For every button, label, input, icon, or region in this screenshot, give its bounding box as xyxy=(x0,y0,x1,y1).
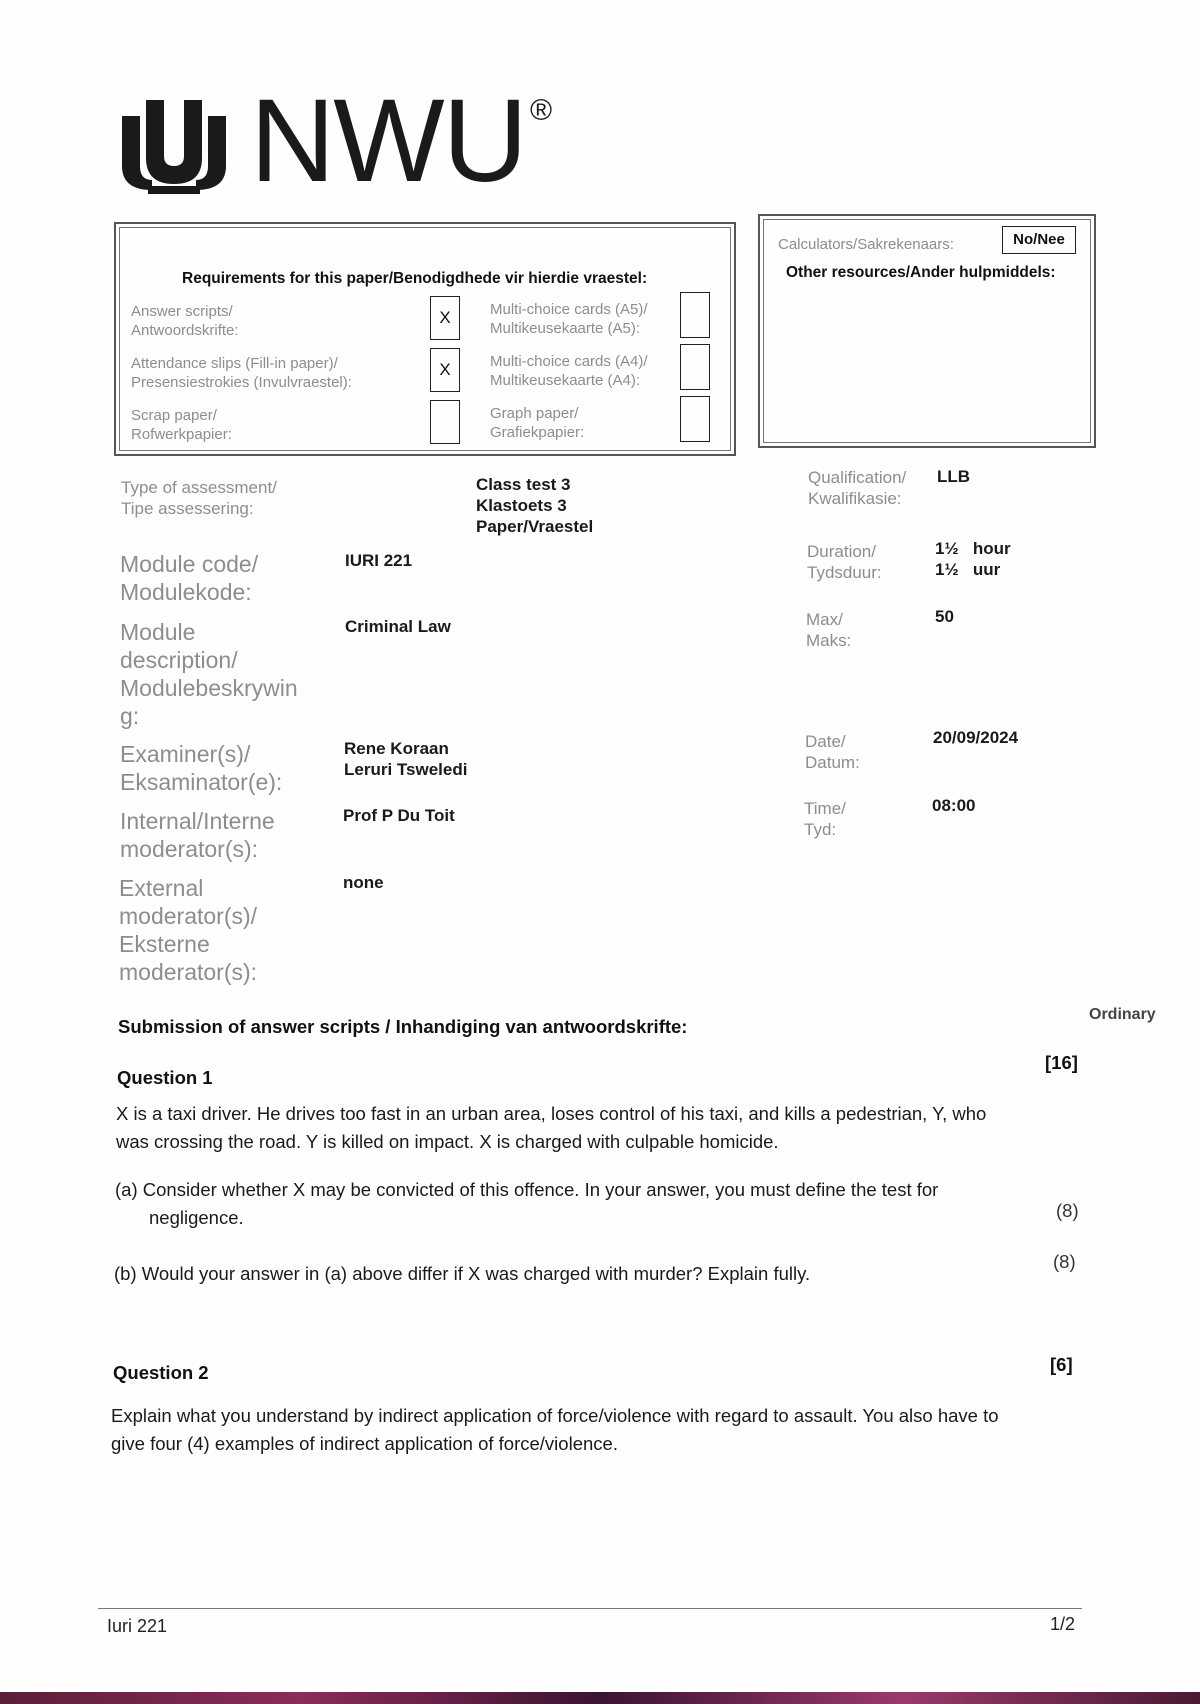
footer-divider xyxy=(98,1608,1082,1609)
footer-module-code: Iuri 221 xyxy=(107,1616,168,1636)
req-scrap-paper-checkbox xyxy=(430,400,460,444)
external-moderator-label: External moderator(s)/ Eksterne moderator(s): xyxy=(119,875,258,985)
examiner-value: Rene Koraan Leruri Tsweledi xyxy=(344,739,468,779)
qualification-value: LLB xyxy=(937,467,971,486)
calculators-value: No/Nee xyxy=(1002,226,1076,254)
question-1-title: Question 1 xyxy=(117,1067,213,1088)
module-code-label: Module code/ Modulekode: xyxy=(120,551,259,605)
qualification-label: Qualification/ Kwalifikasie: xyxy=(808,468,907,508)
req-scrap-paper-label: Scrap paper/ Rofwerkpapier: xyxy=(131,407,232,443)
internal-moderator-value: Prof P Du Toit xyxy=(343,806,455,825)
submission-value: Ordinary xyxy=(1089,1006,1156,1023)
time-label: Time/ Tyd: xyxy=(804,799,846,839)
duration-value: 1½ hour 1½ uur xyxy=(935,539,1011,579)
req-mc-a4-label: Multi-choice cards (A4)/ Multikeusekaarte (A4): xyxy=(490,353,648,389)
question-1-marks: [16] xyxy=(1045,1052,1078,1073)
registered-mark: ® xyxy=(530,94,553,127)
footer-page-number: 1/2 xyxy=(1050,1614,1076,1634)
other-resources-label: Other resources/Ander hulpmiddels: xyxy=(786,264,1056,281)
external-moderator-value: none xyxy=(343,873,384,892)
photo-background-edge xyxy=(0,1692,1200,1704)
submission-label: Submission of answer scripts / Inhandiging van antwoordskrifte: xyxy=(118,1016,688,1037)
req-mc-a5-label: Multi-choice cards (A5)/ Multikeusekaarte (A5): xyxy=(490,301,648,337)
module-description-value: Criminal Law xyxy=(345,617,451,636)
requirements-title: Requirements for this paper/Benodigdhede vir hierdie vraestel: xyxy=(182,270,648,287)
req-graph-paper-checkbox xyxy=(680,396,710,442)
date-value: 20/09/2024 xyxy=(933,728,1019,747)
internal-moderator-label: Internal/Interne moderator(s): xyxy=(120,808,275,862)
req-graph-paper-label: Graph paper/ Grafiekpapier: xyxy=(490,405,585,441)
req-attendance-checkbox: X xyxy=(430,348,460,392)
date-label: Date/ Datum: xyxy=(805,732,860,772)
question-1a-text: (a) Consider whether X may be convicted of this offence. In your answer, you must define the test for negligence. xyxy=(115,1179,939,1228)
req-answer-scripts-label: Answer scripts/ Antwoordskrifte: xyxy=(131,303,239,339)
req-mc-a4-checkbox xyxy=(680,344,710,390)
question-2-text: Explain what you understand by indirect application of force/violence with regard to assault. You also have to give four (4) examples of indirect application of force/violence. xyxy=(111,1405,999,1454)
calculators-label: Calculators/Sakrekenaars: xyxy=(778,236,954,253)
type-of-assessment-value: Class test 3 Klastoets 3 Paper/Vraestel xyxy=(476,475,594,536)
logo-text: NWU xyxy=(250,75,526,207)
req-answer-scripts-checkbox: X xyxy=(430,296,460,340)
question-1-text: X is a taxi driver. He drives too fast in an urban area, loses control of his taxi, and kills a pedestrian, Y, who was crossing the road. Y is killed on impact. X is charged with culpable homicide. xyxy=(116,1103,987,1152)
max-value: 50 xyxy=(935,607,954,626)
question-2-title: Question 2 xyxy=(113,1362,209,1383)
nwu-emblem-icon xyxy=(118,86,230,198)
max-label: Max/ Maks: xyxy=(806,610,852,650)
duration-label: Duration/ Tydsduur: xyxy=(807,542,882,582)
module-code-value: IURI 221 xyxy=(345,551,413,570)
examiner-label: Examiner(s)/ Eksaminator(e): xyxy=(120,741,283,795)
type-of-assessment-label: Type of assessment/ Tipe assessering: xyxy=(121,478,277,518)
question-1b-text: (b) Would your answer in (a) above differ if X was charged with murder? Explain fully. xyxy=(114,1263,811,1284)
question-1a-marks: (8) xyxy=(1056,1200,1079,1221)
time-value: 08:00 xyxy=(932,796,976,815)
req-mc-a5-checkbox xyxy=(680,292,710,338)
req-attendance-label: Attendance slips (Fill-in paper)/ Presensiestrokies (Invulvraestel): xyxy=(131,355,352,391)
module-description-label: Module description/ Modulebeskrywin g: xyxy=(120,619,298,729)
question-2-marks: [6] xyxy=(1050,1354,1073,1375)
question-1b-marks: (8) xyxy=(1053,1251,1076,1272)
nwu-logo xyxy=(118,86,230,198)
